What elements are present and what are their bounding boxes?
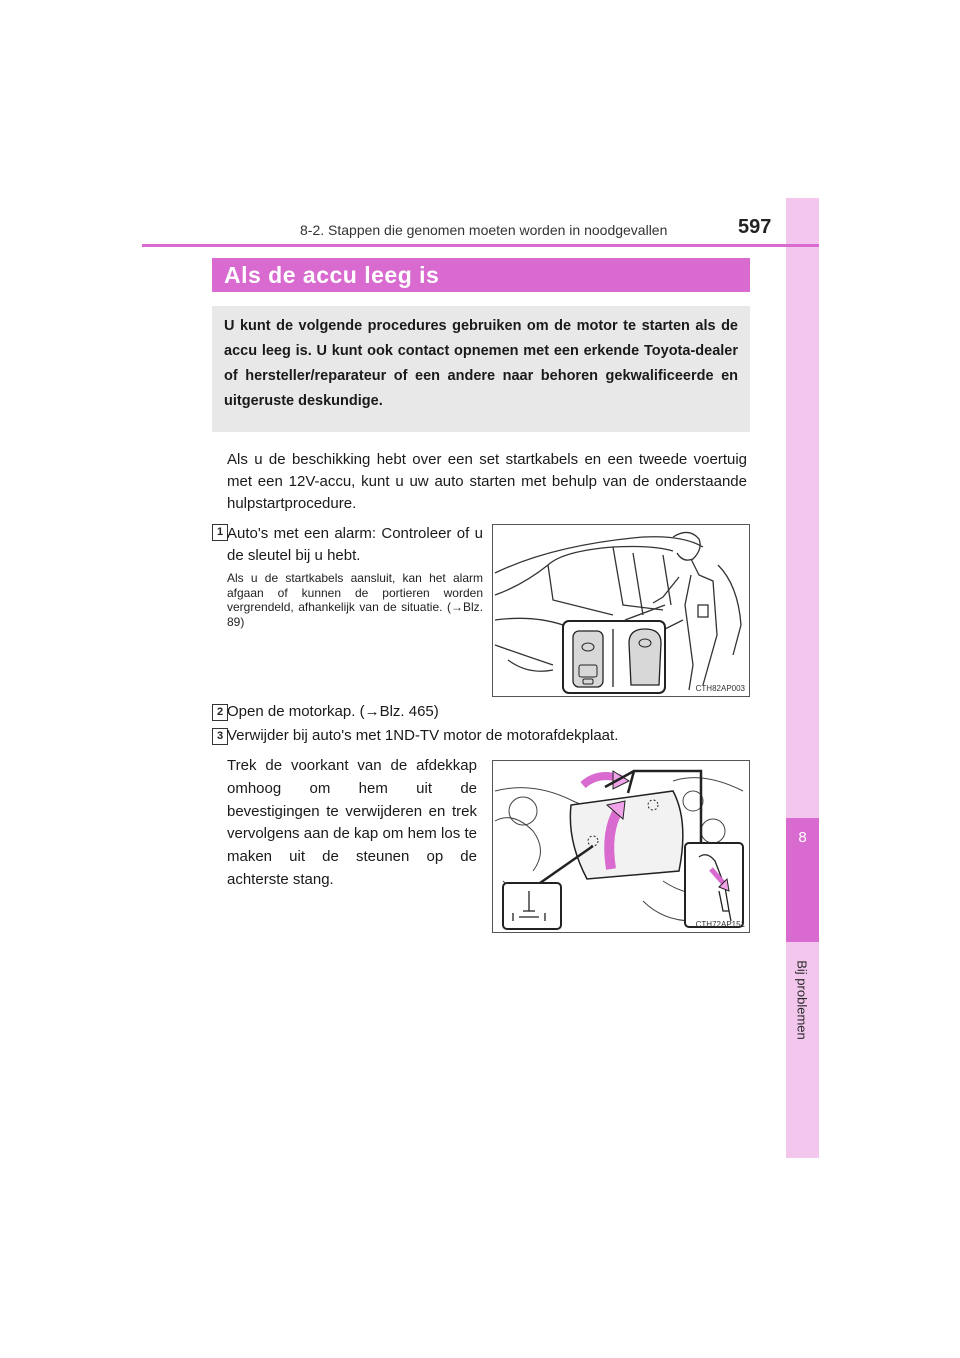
- figure-key-illustration: [492, 524, 750, 697]
- car-key-illustration: [493, 525, 749, 696]
- step-1-text: Auto's met een alarm: Controleer of u de sleutel bij u hebt.: [227, 525, 483, 564]
- step-1-note: Als u de startkabels aansluit, kan het alarm afgaan of kunnen de portieren worden vergrendeld, afhankelijk van de situatie. (→Blz. 89): [227, 571, 483, 629]
- step-number-1: 1: [212, 524, 228, 541]
- step-3-subtext: Trek de voorkant van de afdekkap omhoog om hem uit de bevestigingen te verwijderen en trek vervolgens aan de kap om hem los te maken uit de steunen op de achterste stang.: [227, 757, 477, 888]
- intro-box: U kunt de volgende procedures gebruiken om de motor te starten als de accu leeg is. U kunt ook contact opnemen met een erkende Toyota-dealer of hersteller/reparateur of een andere naar behoren gekwalificeerde en uitgeruste deskundige.: [212, 306, 750, 432]
- running-header: 8-2. Stappen die genomen moeten worden in noodgevallen: [300, 222, 668, 238]
- chapter-label: Bij problemen: [794, 960, 810, 1040]
- chapter-number: 8: [798, 829, 807, 846]
- step-number-3: 3: [212, 728, 228, 745]
- section-title: Als de accu leeg is: [224, 262, 440, 288]
- header-rule: [142, 244, 819, 247]
- figure-code: CTH72AP151: [695, 920, 745, 929]
- page-number: 597: [738, 216, 772, 238]
- step-number-2: 2: [212, 704, 228, 721]
- step-2-text: Open de motorkap. (→Blz. 465): [227, 703, 439, 720]
- engine-cover-illustration: [493, 761, 749, 932]
- body-paragraph: Als u de beschikking hebt over een set startkabels en een tweede voertuig met een 12V-accu, kunt u uw auto starten met behulp van de onderstaande hulpstartprocedure.: [227, 451, 747, 512]
- figure-engine-cover: [492, 760, 750, 933]
- step-3-text: Verwijder bij auto's met 1ND-TV motor de motorafdekplaat.: [227, 727, 619, 744]
- figure-code: CTH82AP003: [695, 684, 745, 693]
